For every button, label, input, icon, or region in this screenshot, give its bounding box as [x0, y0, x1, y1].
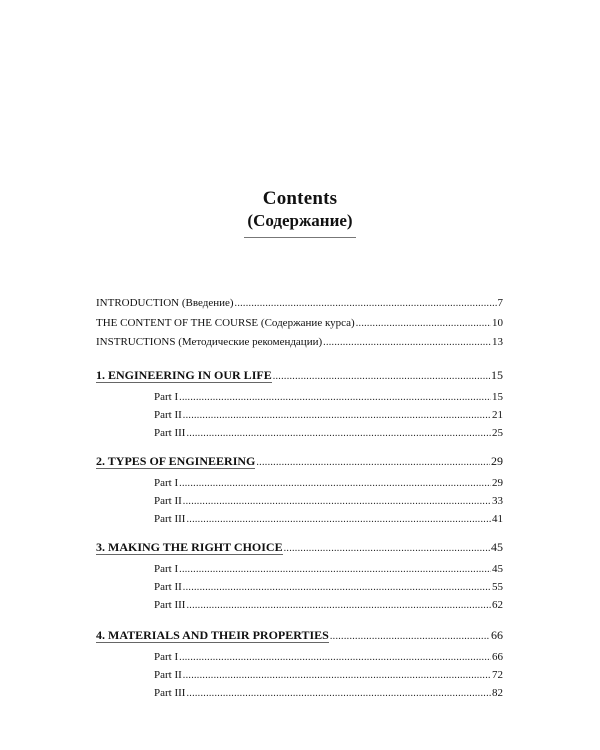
toc-page-number: 15: [491, 368, 503, 382]
toc-chapter-4[interactable]: [96, 628, 503, 644]
toc-page-number: 21: [492, 409, 503, 421]
toc-chapter-label: 1. ENGINEERING IN OUR LIFE: [96, 368, 272, 382]
dot-leader: [179, 563, 491, 577]
dot-leader: [323, 336, 491, 350]
dot-leader: [186, 427, 491, 441]
page-subtitle: (Содержание): [247, 211, 353, 230]
toc-part-2-3[interactable]: [154, 512, 503, 527]
toc-page-number: 82: [492, 687, 503, 699]
toc-chapter-3[interactable]: [96, 540, 503, 556]
dot-leader: [273, 370, 490, 384]
toc-part-label: Part II: [154, 495, 182, 507]
toc-page-number: 15: [492, 391, 503, 403]
toc-entry-introduction[interactable]: [96, 296, 503, 311]
toc-page-number: 41: [492, 513, 503, 525]
toc-part-3-2[interactable]: [154, 580, 503, 595]
dot-leader: [183, 495, 491, 509]
toc-page-number: 29: [491, 454, 503, 468]
toc-part-1-1[interactable]: [154, 390, 503, 405]
dot-leader: [356, 317, 491, 331]
toc-part-4-2[interactable]: [154, 668, 503, 683]
toc-part-label: Part I: [154, 563, 179, 575]
toc-chapter-label: 4. MATERIALS AND THEIR PROPERTIES: [96, 628, 329, 642]
toc-entry-label: INSTRUCTIONS (Методические рекомендации): [96, 336, 323, 348]
toc-entry-content-of-course[interactable]: [96, 316, 503, 331]
toc-page-number: 55: [492, 581, 503, 593]
toc-page-number: 66: [491, 628, 503, 642]
dot-leader: [186, 687, 491, 701]
dot-leader: [179, 477, 491, 491]
dot-leader: [183, 669, 491, 683]
toc-part-label: Part II: [154, 669, 182, 681]
toc-entry-label: INTRODUCTION (Введение): [96, 297, 234, 309]
toc-part-3-3[interactable]: [154, 598, 503, 613]
dot-leader: [235, 297, 497, 311]
dot-leader: [183, 409, 491, 423]
dot-leader: [183, 581, 491, 595]
dot-leader: [186, 599, 491, 613]
toc-part-1-2[interactable]: [154, 408, 503, 423]
toc-chapter-label: 3. MAKING THE RIGHT CHOICE: [96, 540, 283, 554]
toc-part-label: Part III: [154, 427, 186, 439]
dot-leader: [186, 513, 491, 527]
toc-entry-instructions[interactable]: [96, 335, 503, 350]
dot-leader: [330, 630, 490, 644]
toc-part-3-1[interactable]: [154, 562, 503, 577]
toc-chapter-label: 2. TYPES OF ENGINEERING: [96, 454, 256, 468]
toc-entry-label: THE CONTENT OF THE COURSE (Содержание курса): [96, 317, 355, 329]
toc-part-label: Part II: [154, 581, 182, 593]
toc-part-label: Part III: [154, 513, 186, 525]
toc-part-1-3[interactable]: [154, 426, 503, 441]
toc-page-number: 66: [492, 651, 503, 663]
toc-page-number: 25: [492, 427, 503, 439]
toc-part-label: Part I: [154, 651, 179, 663]
toc-part-label: Part I: [154, 477, 179, 489]
toc-page-number: 29: [492, 477, 503, 489]
toc-part-2-2[interactable]: [154, 494, 503, 509]
page-title: Contents: [262, 188, 338, 209]
toc-chapter-2[interactable]: [96, 454, 503, 470]
toc-chapter-1[interactable]: [96, 368, 503, 384]
dot-leader: [256, 456, 490, 470]
toc-page-number: 13: [492, 336, 503, 348]
dot-leader: [284, 542, 490, 556]
toc-part-label: Part I: [154, 391, 179, 403]
toc-part-4-3[interactable]: [154, 686, 503, 701]
toc-part-label: Part III: [154, 599, 186, 611]
toc-page-number: 62: [492, 599, 503, 611]
toc-page-number: 7: [497, 297, 503, 309]
toc-part-4-1[interactable]: [154, 650, 503, 665]
toc-part-label: Part III: [154, 687, 186, 699]
toc-page-number: 45: [491, 540, 503, 554]
dot-leader: [179, 391, 491, 405]
toc-page-number: 72: [492, 669, 503, 681]
toc-page-number: 10: [492, 317, 503, 329]
toc-part-label: Part II: [154, 409, 182, 421]
toc-page-number: 45: [492, 563, 503, 575]
toc-page-number: 33: [492, 495, 503, 507]
toc-part-2-1[interactable]: [154, 476, 503, 491]
dot-leader: [179, 651, 491, 665]
